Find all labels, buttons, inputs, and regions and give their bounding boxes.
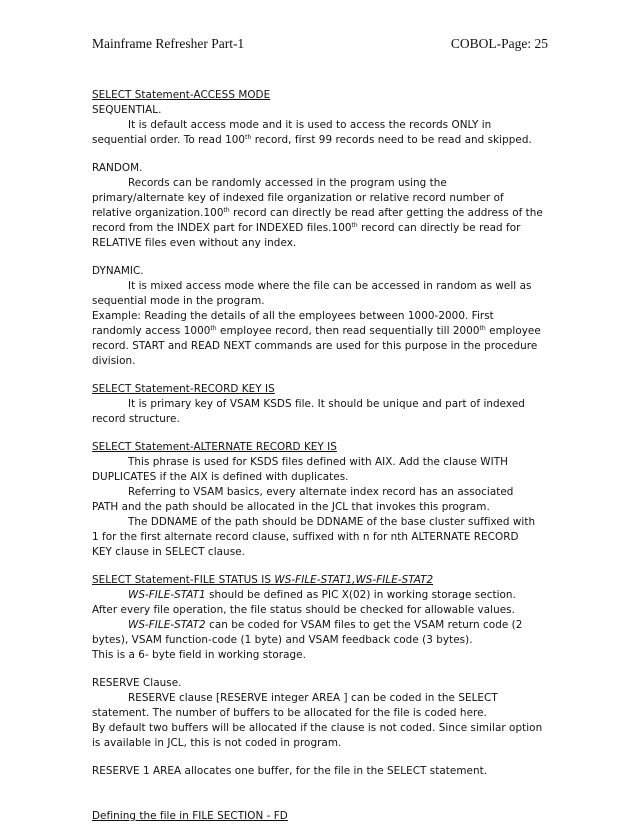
random-line-2: primary/alternate key of indexed file organization or relative record number of	[92, 192, 504, 204]
section-heading-fd: Defining the file in FILE SECTION - FD	[92, 810, 288, 822]
dynamic-line-3: Example: Reading the details of all the employees between 1000-2000. First	[92, 310, 494, 322]
file-status-line-4: bytes), VSAM function-code (1 byte) and VSAM feedback code (3 bytes).	[92, 634, 473, 646]
superscript: th	[351, 222, 358, 229]
reserve-line-3: By default two buffers will be allocated if the clause is not coded. Since similar option	[92, 722, 543, 734]
section-heading-record-key: SELECT Statement-RECORD KEY IS	[92, 383, 275, 395]
file-status-line-2: After every file operation, the file status should be checked for allowable values.	[92, 604, 515, 616]
page-header	[92, 36, 548, 52]
dynamic-line-6: division.	[92, 355, 136, 367]
dynamic-line-2: sequential mode in the program.	[92, 295, 265, 307]
alt-key-line-7: KEY clause in SELECT clause.	[92, 546, 245, 558]
alt-key-line-6: 1 for the first alternate record clause, suffixed with n for nth ALTERNATE RECORD	[92, 531, 519, 543]
text-italic: WS-FILE-STAT1	[128, 589, 206, 601]
header-right: COBOL-Page: 25	[450, 36, 548, 51]
text: employee	[485, 325, 541, 337]
dynamic-line-4	[92, 324, 552, 339]
reserve-line-1: RESERVE clause [RESERVE integer AREA ] can be coded in the SELECT	[128, 692, 498, 704]
text: randomly access 1000	[92, 325, 211, 337]
document-body	[92, 88, 552, 824]
text: can be coded for VSAM files to get the VSAM return code (2	[205, 619, 523, 631]
text: employee record, then read sequentially till 2000	[216, 325, 480, 337]
text: record, first 99 records need to be read and skipped.	[251, 134, 532, 146]
file-status-line-1	[92, 588, 552, 603]
section-heading-file-status	[92, 573, 552, 588]
sequential-line-2	[92, 133, 552, 148]
alt-key-line-2: DUPLICATES if the AIX is defined with duplicates.	[92, 471, 349, 483]
reserve-line-4: is available in JCL, this is not coded in program.	[92, 737, 342, 749]
random-line-1: Records can be randomly accessed in the program using the	[128, 177, 447, 189]
file-status-line-5: This is a 6- byte field in working storage.	[92, 649, 306, 661]
sequential-title: SEQUENTIAL.	[92, 104, 162, 116]
record-key-line-1: It is primary key of VSAM KSDS file. It should be unique and part of indexed	[128, 398, 525, 410]
superscript: th	[479, 325, 486, 332]
section-heading-access-mode: SELECT Statement-ACCESS MODE	[92, 89, 271, 101]
text: relative organization.100	[92, 207, 224, 219]
alt-key-line-3: Referring to VSAM basics, every alternate index record has an associated	[128, 486, 514, 498]
reserve-line-5: RESERVE 1 AREA allocates one buffer, for the file in the SELECT statement.	[92, 765, 488, 777]
superscript: th	[245, 134, 252, 141]
section-heading-alternate-key: SELECT Statement-ALTERNATE RECORD KEY IS	[92, 441, 337, 453]
random-title: RANDOM.	[92, 162, 143, 174]
file-status-line-3	[92, 618, 552, 633]
header-left: Mainframe Refresher Part-1	[92, 36, 245, 51]
text: record can directly be read after getting the address of the	[229, 207, 543, 219]
sequential-line-1: It is default access mode and it is used to access the records ONLY in	[128, 119, 492, 131]
text: sequential order. To read 100	[92, 134, 246, 146]
alt-key-line-4: PATH and the path should be allocated in the JCL that invokes this program.	[92, 501, 490, 513]
record-key-line-2: record structure.	[92, 413, 180, 425]
alt-key-line-1: This phrase is used for KSDS files defined with AIX. Add the clause WITH	[128, 456, 508, 468]
text-italic: WS-FILE-STAT2	[128, 619, 206, 631]
reserve-line-2: statement. The number of buffers to be allocated for the file is coded here.	[92, 707, 487, 719]
text: should be defined as PIC X(02) in working storage section.	[205, 589, 516, 601]
dynamic-title: DYNAMIC.	[92, 265, 144, 277]
alt-key-line-5: The DDNAME of the path should be DDNAME of the base cluster suffixed with	[128, 516, 536, 528]
section-heading-reserve: RESERVE Clause.	[92, 677, 182, 689]
text-italic: WS-FILE-STAT1,WS-FILE-STAT2	[274, 574, 434, 586]
random-line-5: RELATIVE files even without any index.	[92, 237, 297, 249]
text: record from the INDEX part for INDEXED files.100	[92, 222, 352, 234]
text: record can directly be read for	[357, 222, 521, 234]
dynamic-line-5: record. START and READ NEXT commands are used for this purpose in the procedure	[92, 340, 538, 352]
text: SELECT Statement-FILE STATUS IS	[92, 574, 275, 586]
dynamic-line-1: It is mixed access mode where the file can be accessed in random as well as	[128, 280, 532, 292]
superscript: th	[223, 207, 230, 214]
random-line-4	[92, 221, 552, 236]
random-line-3	[92, 206, 552, 221]
superscript: th	[210, 325, 217, 332]
